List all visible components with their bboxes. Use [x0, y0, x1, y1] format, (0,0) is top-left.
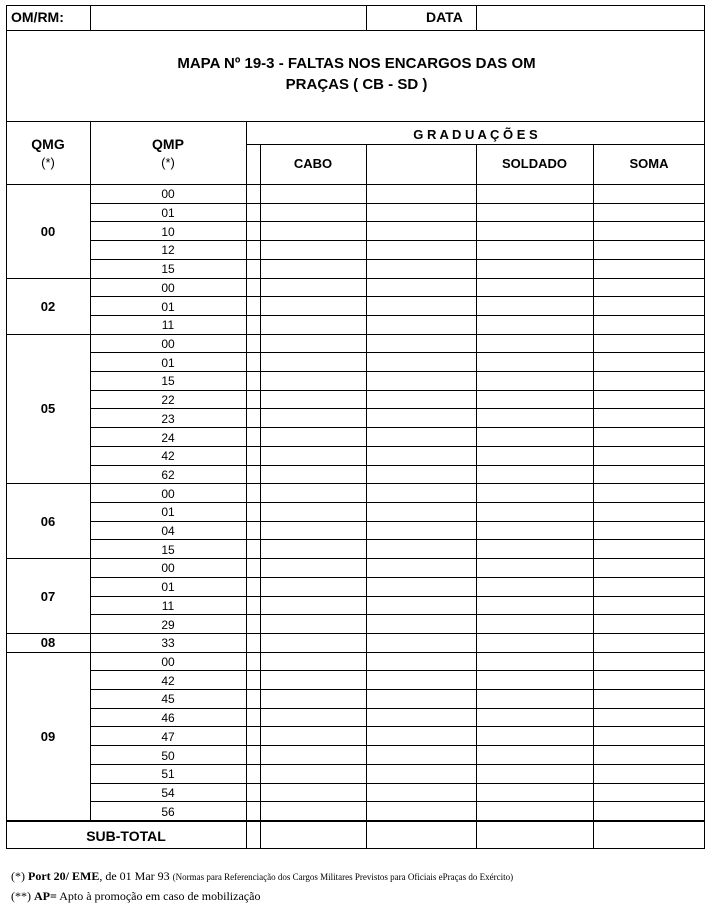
om-rm-label: OM/RM: — [11, 9, 64, 25]
footnote-2 — [11, 889, 260, 904]
footnote-1-bold: Port 20/ EME — [28, 869, 100, 883]
qmp-cell: 33 — [161, 636, 175, 651]
table-row-divider — [90, 577, 705, 578]
qmp-cell: 01 — [161, 355, 175, 370]
qmp-header: QMP — [152, 136, 184, 152]
col-cabo-header: CABO — [293, 156, 333, 171]
qmp-cell: 22 — [161, 393, 175, 408]
qmp-cell: 54 — [161, 785, 175, 800]
qmp-cell: 11 — [161, 318, 175, 333]
footnote-1-detail: (Normas para Referenciação dos Cargos Militares Previstos para Oficiais ePraças do Exército) — [172, 872, 514, 882]
qmg-cell: 07 — [40, 588, 56, 604]
table-row-divider — [90, 502, 705, 503]
qmp-cell: 62 — [161, 467, 175, 482]
table-row-divider — [6, 558, 705, 559]
footnote-1-text: , de 01 Mar 93 — [99, 869, 170, 883]
qmp-cell: 42 — [161, 449, 175, 464]
qmp-cell: 00 — [161, 187, 175, 202]
qmp-cell: 47 — [161, 729, 175, 744]
table-row-divider — [90, 670, 705, 671]
table-row-divider — [90, 259, 705, 260]
qmp-cell: 11 — [161, 598, 175, 613]
table-row-divider — [90, 296, 705, 297]
qmg-cell: 05 — [40, 401, 56, 417]
table-row-divider — [90, 371, 705, 372]
subtotal-divider — [6, 821, 705, 822]
qmp-cell: 56 — [161, 804, 175, 819]
qmp-cell: 46 — [161, 711, 175, 726]
footnote-2-mark: (**) — [11, 889, 31, 903]
table-row-divider — [6, 278, 705, 279]
col-line — [476, 144, 477, 849]
table-row-divider — [90, 240, 705, 241]
col-soma-header: SOMA — [629, 156, 669, 171]
qmg-cell: 08 — [40, 635, 56, 651]
table-row-divider — [90, 203, 705, 204]
subtotal-label: SUB-TOTAL — [86, 828, 166, 844]
table-row-divider — [90, 408, 705, 409]
qmp-cell: 15 — [161, 542, 175, 557]
col-line — [366, 144, 367, 849]
col-soldado-header: SOLDADO — [502, 156, 567, 171]
table-row-divider — [90, 801, 705, 802]
table-row-divider — [6, 334, 705, 335]
column-header-divider — [6, 184, 705, 185]
date-label: DATA — [426, 9, 463, 25]
qmp-cell: 00 — [161, 655, 175, 669]
col-line — [593, 144, 594, 849]
graduacoes-header: G R A D U A Ç Õ E S — [413, 127, 538, 142]
header-sep — [366, 5, 367, 30]
qmg-cell: 06 — [40, 513, 56, 529]
qmp-cell: 12 — [161, 243, 175, 258]
table-row-divider — [90, 689, 705, 690]
table-row-divider — [90, 221, 705, 222]
qmp-cell: 00 — [161, 561, 175, 576]
qmp-cell: 04 — [161, 524, 175, 539]
qmp-cell: 45 — [161, 692, 175, 707]
qmg-cell: 00 — [40, 223, 56, 239]
qmp-cell: 15 — [161, 262, 175, 277]
table-row-divider — [90, 315, 705, 316]
col-line — [246, 121, 247, 849]
qmp-cell: 01 — [161, 206, 175, 221]
qmp-cell: 50 — [161, 748, 175, 763]
header-sep — [476, 5, 477, 30]
qmp-cell: 15 — [161, 374, 175, 389]
table-row-divider — [90, 539, 705, 540]
qmp-cell: 00 — [161, 486, 175, 501]
qmg-header: QMG — [31, 136, 65, 152]
qmp-cell: 29 — [161, 617, 175, 632]
footnote-1 — [11, 869, 513, 884]
table-row-divider — [6, 483, 705, 484]
header-sep — [90, 5, 91, 30]
qmp-cell: 24 — [161, 430, 175, 445]
table-row-divider — [90, 726, 705, 727]
qmp-cell: 01 — [161, 299, 175, 314]
footnote-1-mark: (*) — [11, 869, 25, 883]
qmp-note: (*) — [161, 155, 175, 170]
title-divider — [6, 121, 705, 122]
date-field[interactable] — [478, 8, 703, 28]
qmp-cell: 23 — [161, 411, 175, 426]
om-rm-field[interactable] — [92, 8, 364, 28]
table-row-divider — [6, 633, 705, 634]
table-row-divider — [90, 465, 705, 466]
table-row-divider — [90, 446, 705, 447]
qmg-cell: 09 — [40, 728, 56, 744]
table-row-divider — [6, 652, 705, 653]
header-divider — [6, 30, 705, 31]
table-row-divider — [90, 614, 705, 615]
qmp-cell: 01 — [161, 505, 175, 520]
qmp-cell: 01 — [161, 580, 175, 595]
footnote-2-bold: AP= — [34, 889, 57, 903]
table-row-divider — [90, 352, 705, 353]
qmg-cell: 02 — [40, 298, 56, 314]
table-row-divider — [90, 764, 705, 765]
table-row-divider — [90, 745, 705, 746]
table-row-divider — [90, 521, 705, 522]
table-row-divider — [90, 596, 705, 597]
table-row-divider — [6, 820, 705, 821]
table-row-divider — [90, 390, 705, 391]
qmp-cell: 42 — [161, 673, 175, 688]
qmp-cell: 10 — [161, 224, 175, 239]
page-title-line2: PRAÇAS ( CB - SD ) — [285, 76, 428, 93]
page-title-line1: MAPA Nº 19-3 - FALTAS NOS ENCARGOS DAS OM — [177, 55, 536, 72]
qmp-cell: 51 — [161, 767, 175, 782]
qmp-cell: 00 — [161, 337, 175, 351]
col-line — [260, 144, 261, 849]
footnote-2-text: Apto à promoção em caso de mobilização — [59, 889, 261, 903]
table-row-divider — [90, 427, 705, 428]
qmp-cell: 00 — [161, 280, 175, 295]
table-row-divider — [90, 783, 705, 784]
qmg-note: (*) — [41, 155, 55, 170]
table-row-divider — [90, 708, 705, 709]
